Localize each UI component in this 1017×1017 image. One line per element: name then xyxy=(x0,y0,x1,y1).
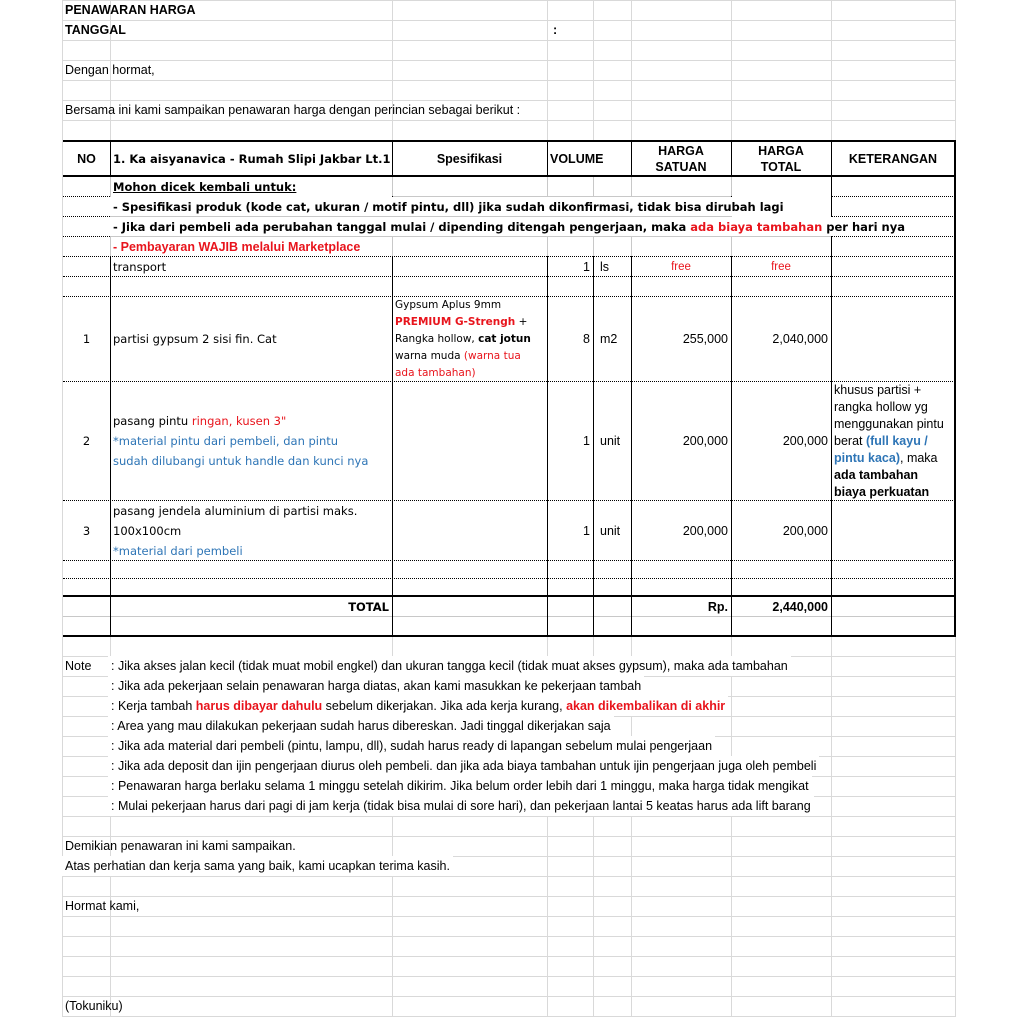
signature: (Tokuniku) xyxy=(65,999,123,1013)
closing-line-1: Demikian penawaran ini kami sampaikan. xyxy=(65,839,296,853)
gridline xyxy=(62,936,956,937)
col-header-no: NO xyxy=(77,152,96,166)
note-payment-highlight: harus dibayar dahulu xyxy=(195,699,323,713)
note-payment-refund: akan dikembalikan di akhir xyxy=(566,699,726,713)
item-2-desc xyxy=(110,382,392,500)
note-line-5: : Jika ada material dari pembeli (pintu, lampu, dll), sudah harus ready di lapangan sebelum mulai pengerjaan xyxy=(108,736,715,756)
item-2-desc-note-line2: sudah dilubangi untuk handle dan kunci nya xyxy=(113,454,369,468)
note-line-7: : Penawaran harga berlaku selama 1 minggu setelah dikirim. Jika belum order lebih dari 1 minggu, maka harga tidak mengikat xyxy=(108,776,812,796)
item-1-spec-line3 xyxy=(395,331,544,348)
transport-unit: ls xyxy=(600,259,610,274)
gridline xyxy=(631,176,632,256)
note-payment-text: : Kerja tambah xyxy=(111,699,196,713)
item-1-qty: 8 xyxy=(583,332,590,346)
item-1-spec-line4 xyxy=(395,348,544,365)
transport-desc: transport xyxy=(113,259,167,274)
intro-text: Bersama ini kami sampaikan penawaran harga dengan perincian sebagai berikut : xyxy=(65,103,521,117)
gridline xyxy=(62,956,956,957)
closing-line-2: Atas perhatian dan kerja sama yang baik, kami ucapkan terima kasih. xyxy=(62,856,453,876)
gridline xyxy=(62,876,956,877)
transport-total: free xyxy=(771,260,791,273)
notes-label: Note xyxy=(65,659,92,673)
item-2-remarks xyxy=(831,382,954,500)
check-notes-line2-suffix: per hari nya xyxy=(822,219,905,234)
item-3-desc-line2: 100x100cm xyxy=(113,523,182,538)
col-header-unit-price-line1: HARGA xyxy=(658,144,704,158)
check-notes-heading: Mohon dicek kembali untuk: xyxy=(113,179,297,194)
row-separator xyxy=(831,236,955,237)
item-2-desc-main: pasang pintu xyxy=(113,414,192,428)
gridline xyxy=(63,616,955,617)
item-2-remark-then: , maka xyxy=(900,451,938,465)
item-2-remark-glass: pintu kaca) xyxy=(834,451,900,465)
date-colon: : xyxy=(553,23,558,37)
col-header-total-price-line1: HARGA xyxy=(758,144,804,158)
item-2-remark-heavy: berat xyxy=(834,434,866,448)
gridline xyxy=(62,976,956,977)
col-header-unit-price xyxy=(631,142,731,176)
gridline xyxy=(593,236,594,256)
item-2-remark-line6: ada tambahan xyxy=(834,468,919,482)
total-label: TOTAL xyxy=(348,599,389,614)
item-1-unit-price: 255,000 xyxy=(682,332,728,346)
item-3-desc-line1: pasang jendela aluminium di partisi maks. xyxy=(113,503,358,518)
gridline xyxy=(62,816,956,817)
gridline xyxy=(547,236,548,256)
item-3-total: 200,000 xyxy=(782,523,828,538)
note-line-3 xyxy=(108,696,728,716)
item-1-no: 1 xyxy=(82,332,91,346)
item-2-remark-line2: rangka hollow yg xyxy=(834,400,928,414)
item-2-unit-price: 200,000 xyxy=(682,434,728,448)
gridline xyxy=(62,80,956,81)
gridline xyxy=(731,176,732,256)
item-1-unit: m2 xyxy=(600,332,618,346)
transport-qty: 1 xyxy=(583,259,590,274)
note-line-1: : Jika akses jalan kecil (tidak muat mobil engkel) dan ukuran tangga kecil (tidak muat akses gypsum), maka ada tambahan xyxy=(108,656,791,676)
col-header-unit-price-line2: SATUAN xyxy=(655,160,707,174)
row-separator xyxy=(63,216,110,217)
item-2-no: 2 xyxy=(82,434,91,448)
gridline xyxy=(62,896,956,897)
item-1-spec-premium: PREMIUM G-Strengh xyxy=(395,316,516,328)
note-line-2: : Jika ada pekerjaan selain penawaran harga diatas, akan kami masukkan ke pekerjaan tambah xyxy=(108,676,644,696)
check-notes-line2 xyxy=(110,217,908,236)
item-1-spec-line5: ada tambahan) xyxy=(395,367,476,379)
total-value: 2,440,000 xyxy=(772,599,828,614)
item-1-total: 2,040,000 xyxy=(772,332,828,346)
item-3-unit-price: 200,000 xyxy=(682,523,728,538)
gridline xyxy=(62,20,956,21)
item-2-desc-note-line1: *material pintu dari pembeli, dan pintu xyxy=(113,434,339,448)
document-title: PENAWARAN HARGA xyxy=(65,3,196,17)
item-1-spec-dark-note: (warna tua xyxy=(463,350,521,362)
item-3-no: 3 xyxy=(82,523,91,538)
gridline xyxy=(62,40,956,41)
item-2-remark-line3: menggunakan pintu xyxy=(834,417,944,431)
note-line-4: : Area yang mau dilakukan pekerjaan sudah harus dibereskan. Jadi tinggal dikerjakan saja xyxy=(108,716,614,736)
gridline xyxy=(593,176,594,196)
check-notes-line3: - Pembayaran WAJIB melalui Marketplace xyxy=(113,239,361,254)
note-line-8: : Mulai pekerjaan harus dari pagi di jam kerja (tidak bisa mulai di sore hari), dan pekerjaan lantai 5 keatas harus ada lift barang xyxy=(108,796,814,816)
gridline xyxy=(62,120,956,121)
row-separator xyxy=(63,236,110,237)
gridline xyxy=(62,60,956,61)
item-1-spec-frame: Rangka hollow, xyxy=(395,333,479,345)
closing-regards: Hormat kami, xyxy=(65,899,140,913)
col-header-total-price-line2: TOTAL xyxy=(760,160,802,174)
item-3-desc xyxy=(110,501,392,560)
check-notes-line2-highlight: ada biaya tambahan xyxy=(690,219,823,234)
col-header-total-price xyxy=(731,142,831,176)
item-2-remark-material: (full kayu / xyxy=(865,434,928,448)
gridline xyxy=(547,176,548,196)
item-2-remark-line1: khusus partisi + xyxy=(834,383,922,397)
col-header-spec: Spesifikasi xyxy=(436,152,503,166)
note-payment-mid: sebelum dikerjakan. Jika ada kerja kurang, xyxy=(322,699,567,713)
row-separator xyxy=(831,196,955,197)
table-border-right xyxy=(954,140,956,637)
gridline xyxy=(62,996,956,997)
item-1-spec xyxy=(392,297,547,381)
gridline xyxy=(392,176,393,196)
item-2-remark-line7: biaya perkuatan xyxy=(834,485,930,499)
item-1-spec-plus: + xyxy=(515,316,528,328)
note-line-6: : Jika ada deposit dan ijin pengerjaan diurus oleh pembeli. dan jika ada biaya tambahan untuk ijin pengerjaan juga oleh pembeli xyxy=(108,756,819,776)
item-2-total: 200,000 xyxy=(782,434,828,448)
gridline xyxy=(392,236,393,256)
check-notes-line2-text: - Jika dari pembeli ada perubahan tanggal mulai / dipending ditengah pengerjaan, maka xyxy=(113,219,691,234)
col-header-project: 1. Ka aisyanavica - Rumah Slipi Jakbar Lt.1 xyxy=(113,152,391,166)
item-2-desc-spec: ringan, kusen 3" xyxy=(191,414,287,428)
row-separator xyxy=(63,578,955,579)
row-separator xyxy=(63,276,955,277)
check-notes-line1: - Spesifikasi produk (kode cat, ukuran / motif pintu, dll) jika sudah dikonfirmasi, tidak bisa dirubah lagi xyxy=(110,197,787,216)
item-2-qty: 1 xyxy=(583,434,590,448)
col-header-remarks: KETERANGAN xyxy=(848,152,938,166)
item-1-spec-line2 xyxy=(395,314,544,331)
item-2-unit: unit xyxy=(600,434,621,448)
greeting: Dengan hormat, xyxy=(65,63,155,77)
gridline xyxy=(62,916,956,917)
item-3-unit: unit xyxy=(600,523,621,538)
date-label: TANGGAL xyxy=(65,23,126,37)
table-border-bottom xyxy=(63,635,956,637)
item-1-desc: partisi gypsum 2 sisi fin. Cat xyxy=(113,332,277,346)
item-2-remark-line4 xyxy=(834,433,951,450)
item-1-spec-line1: Gypsum Aplus 9mm xyxy=(395,299,502,311)
item-1-spec-color: warna muda xyxy=(395,350,464,362)
item-3-desc-note: *material dari pembeli xyxy=(113,543,243,558)
item-2-remark-line5 xyxy=(834,450,951,467)
item-3-qty: 1 xyxy=(583,523,590,538)
item-1-spec-paint: cat jotun xyxy=(478,333,531,345)
col-header-volume: VOLUME xyxy=(550,152,604,166)
item-2-desc-line1 xyxy=(113,411,286,431)
row-separator xyxy=(63,196,110,197)
transport-unit-price: free xyxy=(671,260,691,273)
total-currency: Rp. xyxy=(707,599,728,614)
